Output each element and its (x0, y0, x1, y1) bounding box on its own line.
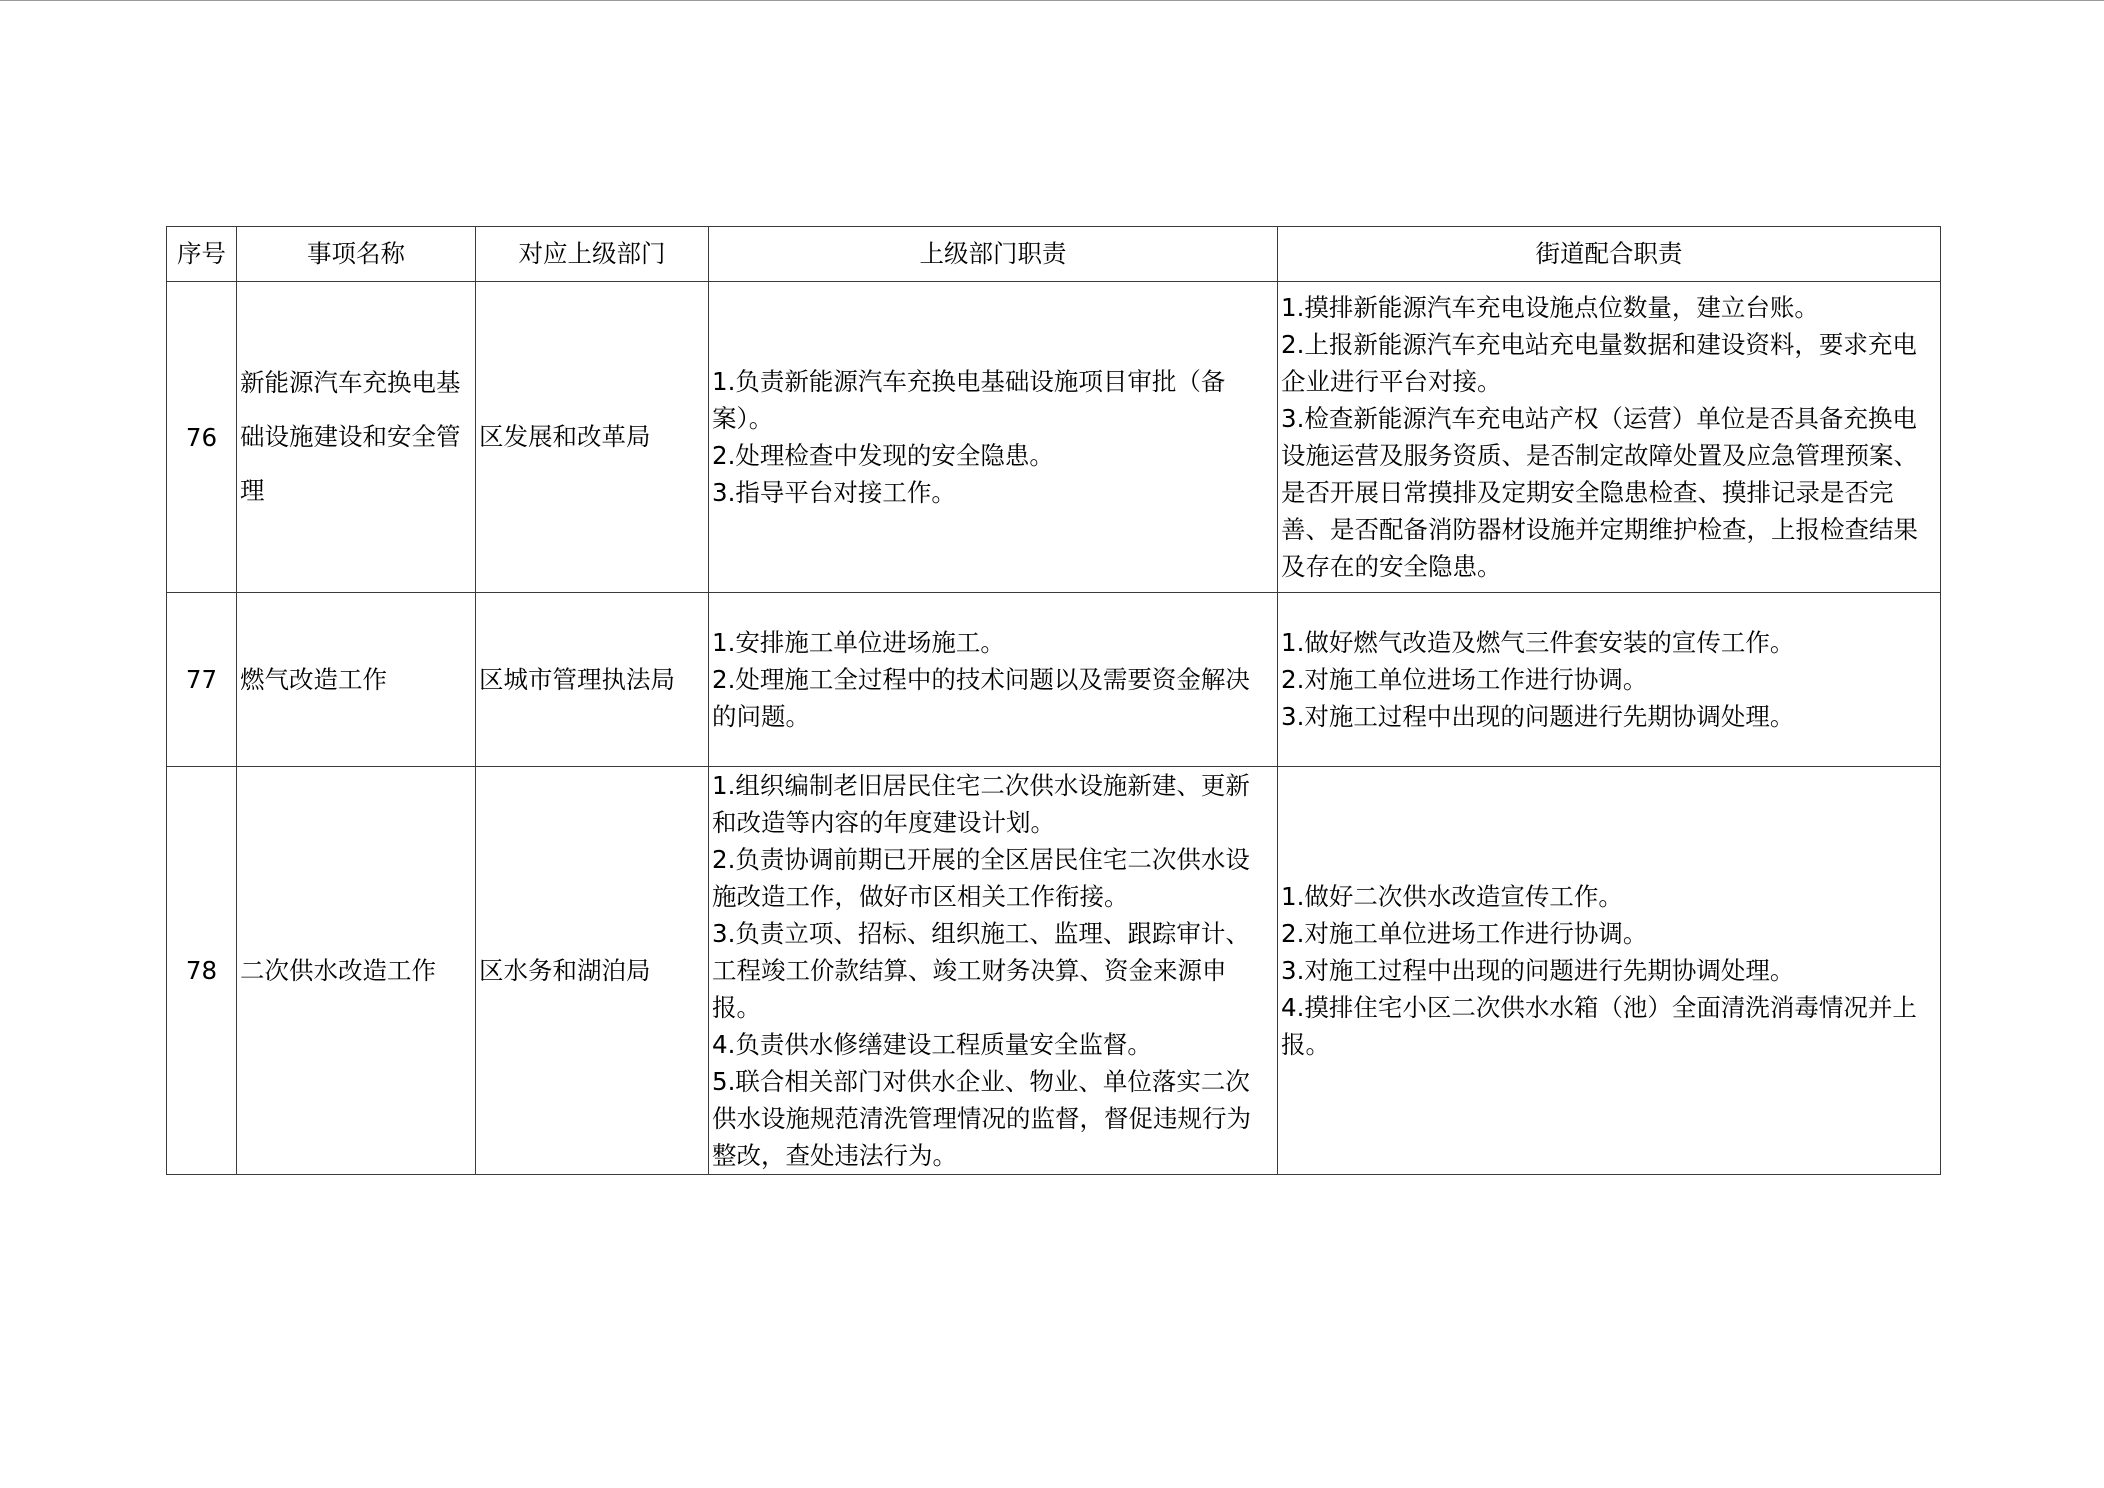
row-department: 区发展和改革局 (476, 282, 709, 593)
header-department: 对应上级部门 (476, 227, 709, 282)
duty-line: 2.对施工单位进场工作进行协调。 (1281, 919, 1648, 948)
header-upper-duty: 上级部门职责 (709, 227, 1278, 282)
row-department: 区城市管理执法局 (476, 593, 709, 767)
row-seq: 78 (167, 767, 237, 1175)
duty-line: 1.组织编制老旧居民住宅二次供水设施新建、更新和改造等内容的年度建设计划。 (712, 771, 1250, 837)
row-upper-duty (709, 767, 1278, 1175)
row-item-name: 燃气改造工作 (237, 593, 476, 767)
duty-line: 2.上报新能源汽车充电站充电量数据和建设资料，要求充电企业进行平台对接。 (1281, 330, 1917, 396)
duty-table (166, 226, 1941, 1175)
table-row (167, 282, 1941, 593)
duty-line: 2.处理施工全过程中的技术问题以及需要资金解决的问题。 (712, 665, 1250, 731)
duty-line: 3.指导平台对接工作。 (712, 478, 956, 507)
duty-line: 3.检查新能源汽车充电站产权（运营）单位是否具备充换电设施运营及服务资质、是否制定故障处置及应急管理预案、是否开展日常摸排及定期安全隐患检查、摸排记录是否完善、是否配备消防器材设施并定期维护检查，上报检查结果及存在的安全隐患。 (1281, 404, 1918, 581)
table-row (167, 767, 1941, 1175)
header-seq: 序号 (167, 227, 237, 282)
duty-line: 1.做好二次供水改造宣传工作。 (1281, 882, 1623, 911)
header-item-name: 事项名称 (237, 227, 476, 282)
duty-line: 3.负责立项、招标、组织施工、监理、跟踪审计、工程竣工价款结算、竣工财务决算、资金来源申报。 (712, 919, 1250, 1022)
duty-line: 2.处理检查中发现的安全隐患。 (712, 441, 1054, 470)
row-department: 区水务和湖泊局 (476, 767, 709, 1175)
duty-line: 2.负责协调前期已开展的全区居民住宅二次供水设施改造工作，做好市区相关工作衔接。 (712, 845, 1250, 911)
duty-line: 1.负责新能源汽车充换电基础设施项目审批（备案）。 (712, 367, 1226, 433)
duty-line: 2.对施工单位进场工作进行协调。 (1281, 665, 1648, 694)
table-row (167, 593, 1941, 767)
row-item-name: 二次供水改造工作 (237, 767, 476, 1175)
page-top-rule (0, 0, 2104, 1)
table-header-row (167, 227, 1941, 282)
duty-line: 4.摸排住宅小区二次供水水箱（池）全面清洗消毒情况并上报。 (1281, 993, 1917, 1059)
duty-line: 3.对施工过程中出现的问题进行先期协调处理。 (1281, 956, 1795, 985)
header-street-duty: 街道配合职责 (1278, 227, 1941, 282)
duty-line: 1.安排施工单位进场施工。 (712, 628, 1005, 657)
row-upper-duty (709, 282, 1278, 593)
row-upper-duty (709, 593, 1278, 767)
duty-line: 3.对施工过程中出现的问题进行先期协调处理。 (1281, 702, 1795, 731)
duty-line: 5.联合相关部门对供水企业、物业、单位落实二次供水设施规范清洗管理情况的监督，督促违规行为整改，查处违法行为。 (712, 1067, 1251, 1170)
row-street-duty (1278, 282, 1941, 593)
duty-line: 1.做好燃气改造及燃气三件套安装的宣传工作。 (1281, 628, 1795, 657)
row-street-duty (1278, 593, 1941, 767)
row-seq: 76 (167, 282, 237, 593)
duty-line: 1.摸排新能源汽车充电设施点位数量，建立台账。 (1281, 293, 1819, 322)
row-seq: 77 (167, 593, 237, 767)
row-item-name: 新能源汽车充换电基础设施建设和安全管理 (237, 282, 476, 593)
duty-line: 4.负责供水修缮建设工程质量安全监督。 (712, 1030, 1152, 1059)
row-street-duty (1278, 767, 1941, 1175)
